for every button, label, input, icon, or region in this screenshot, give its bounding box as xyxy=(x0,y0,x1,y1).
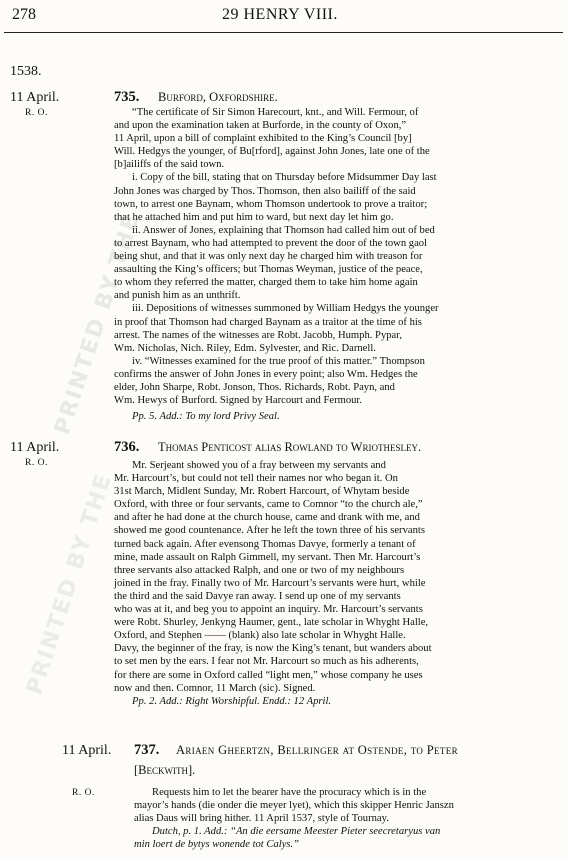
entry-735-body xyxy=(114,106,546,423)
body-line: and punish him as an unthrift. xyxy=(114,290,241,302)
body-line: three servants also attacked Ralph, and one or two of my neighbours xyxy=(114,564,405,576)
entry-737-title-line1: Ariaen Gheertzn, Bellringer at Ostende, to Peter xyxy=(176,743,458,757)
body-line: alias Daus will bring hither. 11 April 1537, style of Tournay. xyxy=(134,813,389,825)
body-line: [b]ailiffs of the said town. xyxy=(114,159,225,171)
body-line: Wm. Nicholas, Nich. Riley, Edm. Sylvester, and Ric. Darnell. xyxy=(114,342,376,354)
body-line: that he attached him and put him to ward, but next day let him go. xyxy=(114,211,394,223)
body-line: Oxford, and Stephen —— (blank) also late scholar in Whyght Halle. xyxy=(114,630,406,642)
entry-737-source: R. O. xyxy=(72,788,95,798)
body-line: iv. “Witnesses examined for the true proof of this matter.” Thompson xyxy=(132,355,425,367)
entry-737-note-line2: min loert de bytys wonende tot Calys.” xyxy=(134,839,300,851)
library-watermark-lower: PRINTED BY THE xyxy=(22,470,118,698)
entry-736-note: Pp. 2. Add.: Right Worshipful. Endd.: 12 April. xyxy=(132,695,332,707)
body-line: the third and the said Davye ran away. I send up one of my servants xyxy=(114,590,401,602)
body-line: town, to arrest one Baynam, whom Thomson undertook to prove a traitor; xyxy=(114,198,428,210)
body-line: arrest. The names of the witnesses are Robt. Jacobb, Humph. Pypar, xyxy=(114,329,402,341)
body-line: i. Copy of the bill, stating that on Thursday before Midsummer Day last xyxy=(132,172,437,184)
entry-736-date: 11 April. xyxy=(10,440,60,455)
body-line: to arrest Baynam, who had attempted to prevent the door of the town gaol xyxy=(114,237,428,249)
entry-735-title: Burford, Oxfordshire. xyxy=(158,90,278,104)
body-line: iii. Depositions of witnesses summoned by William Hedgys the younger xyxy=(132,303,439,315)
body-line: to whom they referred the matter, charged them to take him home again xyxy=(114,277,418,289)
entry-737-date: 11 April. xyxy=(62,743,112,758)
body-line: ii. Answer of Jones, explaining that Thomson had called him out of bed xyxy=(132,224,435,236)
entry-737-number: 737. xyxy=(134,742,160,758)
body-line: who was at it, and beg you to appoint an inquiry. Mr. Harcourt’s servants xyxy=(114,604,423,616)
body-line: Will. Hedgys the younger, of Bu[rford], against John Jones, late one of the xyxy=(114,146,430,158)
body-line: elder, John Sharpe, Robt. Jonson, Thos. Richards, Robt. Payn, and xyxy=(114,381,395,393)
body-line: now and then. Comnor, 11 March (sic). Signed. xyxy=(114,682,316,694)
entry-736-title: Thomas Penticost alias Rowland to Wriothesley. xyxy=(158,440,422,454)
header-rule xyxy=(4,32,563,33)
entry-736-source: R. O. xyxy=(25,458,48,468)
entry-736-body xyxy=(114,459,546,708)
body-line: were Robt. Shurley, Jenkyng Haumer, gent., late scholar in Whyght Halle, xyxy=(114,617,429,629)
body-line: Oxford, with three or four servants, came to Comnor “to the church ale,” xyxy=(114,499,423,511)
body-line: for there are some in Oxford called “light men,” whose company he uses xyxy=(114,669,423,681)
body-line: mayor’s hands (die onder die meyer lyet), which this skipper Henric Janszn xyxy=(134,800,454,812)
body-line: 11 April, upon a bill of complaint exhibited to the King’s Council [by] xyxy=(114,133,412,145)
body-line: assaulting the King’s officers; but Thomas Weyman, justice of the peace, xyxy=(114,264,423,276)
body-line: and after he had done at the church house, came and drank with me, and xyxy=(114,512,420,524)
entry-737-note-line1: Dutch, p. 1. Add.: “An die eersame Meester Pieter seecretaryus van xyxy=(152,826,441,838)
body-line: in proof that Thomson had charged Baynam as a traitor at the time of his xyxy=(114,316,422,328)
year-label: 1538. xyxy=(10,64,42,79)
body-line: to set men by the ears. I fear not Mr. Harcourt so much as his adherents, xyxy=(114,656,419,668)
entry-735-note: Pp. 5. Add.: To my lord Privy Seal. xyxy=(132,411,280,423)
body-line: turned back again. After evensong Thomas Davye, formerly a tenant of xyxy=(114,538,416,550)
body-line: Davy, the beginner of the fray, is now the King’s tenant, but wanders about xyxy=(114,643,432,655)
body-line: Mr. Harcourt’s, but could not tell their names nor who began it. On xyxy=(114,473,398,485)
body-line: confirms the answer of John Jones in every point; also Wm. Hedges the xyxy=(114,368,418,380)
library-watermark: PRINTED BY THE xyxy=(50,210,146,438)
body-line: Mr. Serjeant showed you of a fray between my servants and xyxy=(132,460,386,471)
body-line: joined in the fray. Finally two of Mr. Harcourt’s servants were hurt, while xyxy=(114,577,426,589)
body-line: Requests him to let the bearer have the procuracy which is in the xyxy=(152,787,427,798)
body-line: “The certificate of Sir Simon Harecourt, knt., and Will. Fermour, of xyxy=(132,107,419,118)
page-number: 278 xyxy=(12,6,36,23)
entry-735-number: 735. xyxy=(114,89,140,105)
entry-735-source: R. O. xyxy=(25,108,48,118)
body-line: mine, made assault on Ralph Gimmell, my servant. Then Mr. Harcourt’s xyxy=(114,551,421,563)
body-line: John Jones was charged by Thos. Thomson, then also bailiff of the said xyxy=(114,185,416,197)
entry-737-body xyxy=(134,786,546,851)
body-line: showed me good countenance. After he left the town three of his servants xyxy=(114,525,425,537)
body-line: and upon the examination taken at Burforde, in the county of Oxon,” xyxy=(114,120,407,132)
body-line: 31st March, Midlent Sunday, Mr. Robert Harcourt, of Whytam beside xyxy=(114,486,410,498)
entry-736-number: 736. xyxy=(114,439,140,455)
running-title: 29 HENRY VIII. xyxy=(222,6,338,23)
body-line: being shut, and that it was only next day he charged him with treason for xyxy=(114,251,423,263)
body-line: Wm. Hewys of Burford. Signed by Harcourt and Fermour. xyxy=(114,395,363,407)
entry-735-date: 11 April. xyxy=(10,90,60,105)
entry-737-title-line2: [Beckwith]. xyxy=(134,763,196,777)
